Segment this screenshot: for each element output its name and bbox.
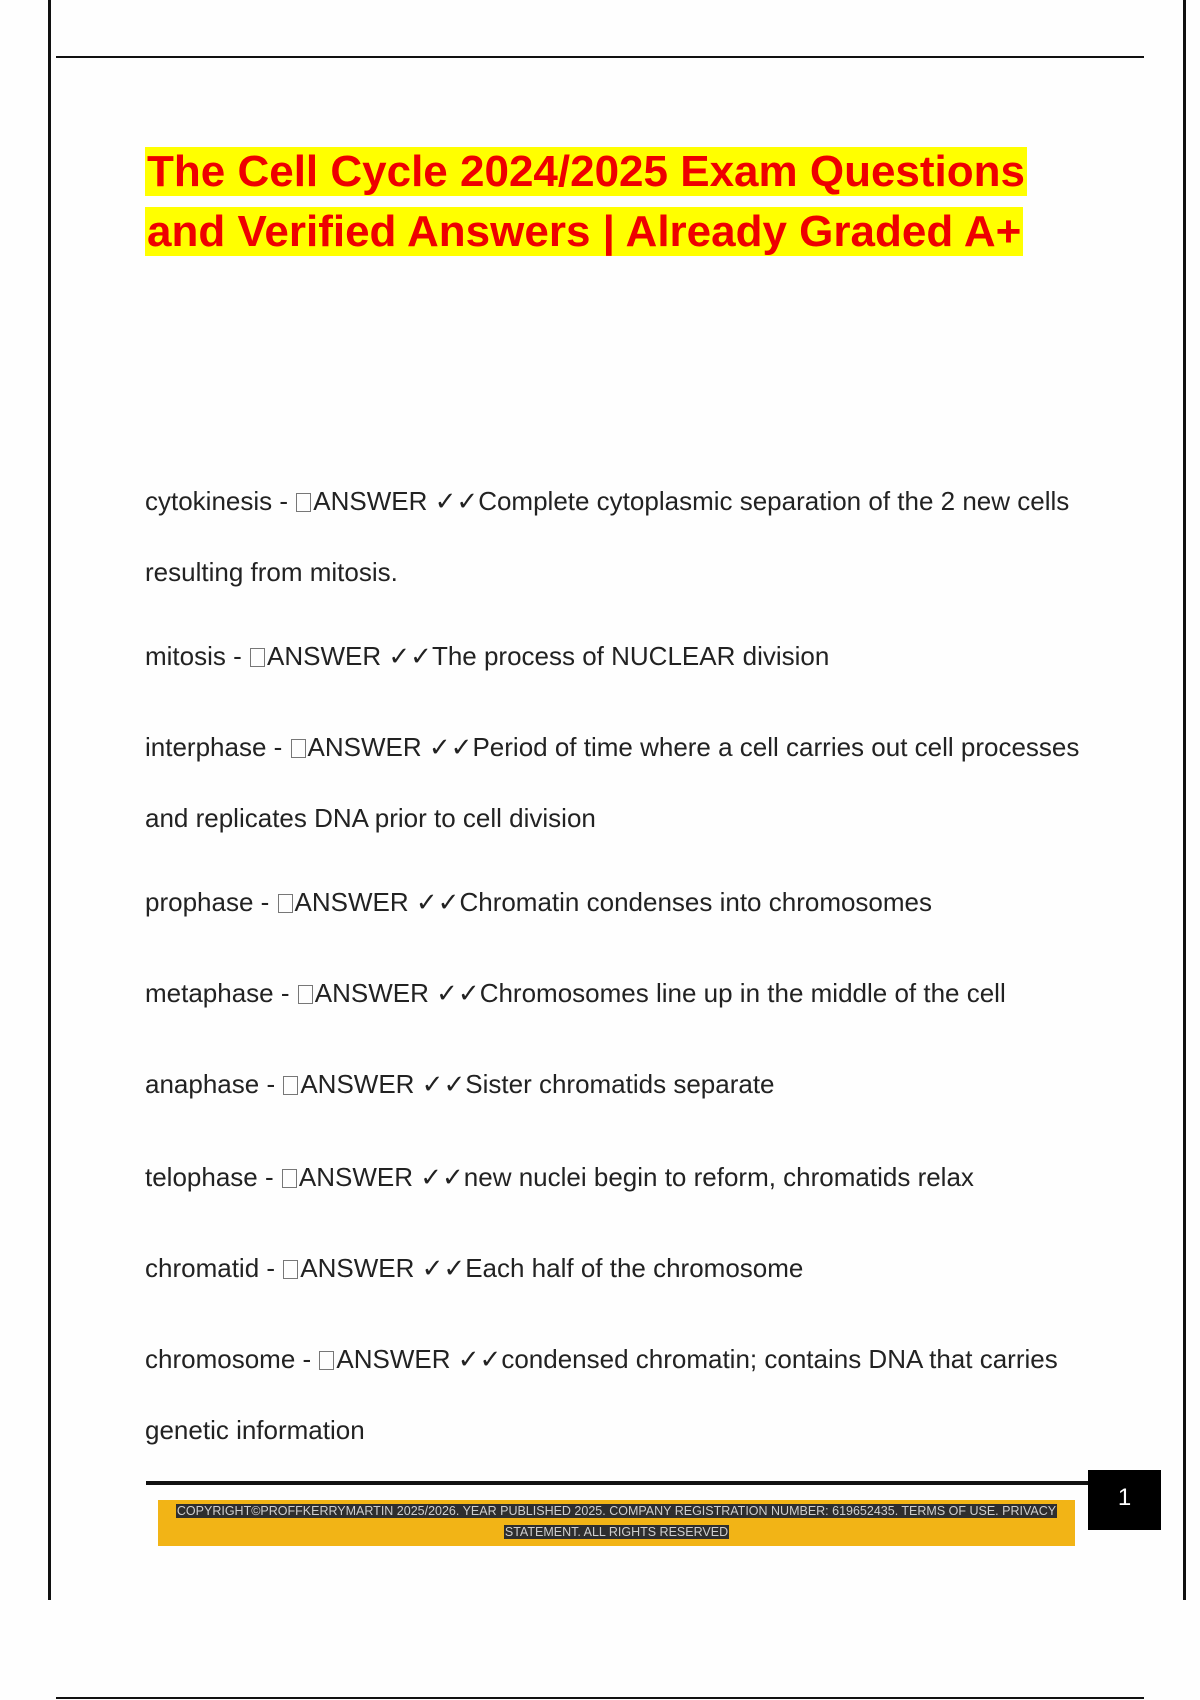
qa-answer-label: ANSWER ✓✓	[300, 1253, 466, 1283]
qa-answer: Period of time where a cell carries out cell processes and replicates DNA prior to cell division	[145, 732, 1080, 833]
qa-separator: -	[259, 1253, 283, 1283]
footer-rule	[146, 1481, 1088, 1485]
qa-answer: The process of NUCLEAR division	[431, 641, 830, 671]
qa-term: cytokinesis	[145, 486, 273, 516]
missing-glyph-icon	[250, 648, 265, 667]
missing-glyph-icon	[283, 1076, 298, 1095]
qa-separator: -	[259, 1069, 283, 1099]
qa-answer-label: ANSWER ✓✓	[336, 1344, 502, 1374]
qa-answer: condensed chromatin; contains DNA that carries genetic information	[145, 1344, 1058, 1445]
qa-separator: -	[257, 1162, 281, 1192]
missing-glyph-icon	[278, 894, 293, 913]
qa-answer-label: ANSWER ✓✓	[307, 732, 473, 762]
qa-answer-label: ANSWER ✓✓	[298, 1162, 464, 1192]
qa-separator: -	[253, 887, 277, 917]
page-border-right	[1183, 0, 1186, 1600]
header-rule	[56, 56, 1144, 58]
qa-answer: Each half of the chromosome	[465, 1253, 804, 1283]
document-title-text: The Cell Cycle 2024/2025 Exam Questions and Verified Answers | Already Graded A+	[147, 147, 1026, 256]
page-border-left	[48, 0, 51, 1600]
qa-item	[145, 621, 1105, 692]
qa-item	[145, 1233, 1105, 1304]
qa-item	[145, 466, 1105, 608]
missing-glyph-icon	[319, 1351, 334, 1370]
qa-item	[145, 867, 1105, 938]
qa-answer: Chromatin condenses into chromosomes	[459, 887, 933, 917]
qa-item	[145, 1142, 1105, 1213]
missing-glyph-icon	[296, 493, 311, 512]
qa-item	[145, 958, 1105, 1029]
qa-term: telophase	[145, 1162, 258, 1192]
qa-answer: Complete cytoplasmic separation of the 2 new cells resulting from mitosis.	[145, 486, 1070, 587]
qa-answer-label: ANSWER ✓✓	[300, 1069, 466, 1099]
qa-term: anaphase	[145, 1069, 260, 1099]
qa-item	[145, 712, 1105, 854]
document-title	[145, 142, 1045, 262]
qa-answer-label: ANSWER ✓✓	[314, 978, 480, 1008]
qa-item	[145, 1324, 1105, 1466]
qa-answer: Chromosomes line up in the middle of the cell	[479, 978, 1006, 1008]
page-number: 1	[1088, 1470, 1161, 1530]
qa-separator: -	[272, 486, 296, 516]
next-page-rule	[56, 1697, 1144, 1699]
qa-separator: -	[225, 641, 250, 671]
qa-term: metaphase	[145, 978, 274, 1008]
copyright-text: COPYRIGHT©PROFFKERRYMARTIN 2025/2026. YEAR PUBLISHED 2025. COMPANY REGISTRATION NUMBER: 619652435. TERMS OF USE. PRIVACY STATEMENT. ALL RIGHTS RESERVED	[176, 1504, 1057, 1539]
qa-separator: -	[295, 1344, 319, 1374]
qa-term: interphase	[145, 732, 267, 762]
qa-separator: -	[266, 732, 290, 762]
qa-answer-label: ANSWER ✓✓	[267, 641, 432, 671]
missing-glyph-icon	[291, 739, 306, 758]
qa-term: chromatid	[145, 1253, 260, 1283]
qa-item	[145, 1049, 1105, 1120]
qa-answer: Sister chromatids separate	[465, 1069, 775, 1099]
qa-answer-label: ANSWER ✓✓	[313, 486, 479, 516]
qa-term: prophase	[145, 887, 254, 917]
qa-answer-label: ANSWER ✓✓	[294, 887, 460, 917]
qa-term: chromosome	[145, 1344, 296, 1374]
missing-glyph-icon	[298, 985, 313, 1004]
missing-glyph-icon	[283, 1260, 298, 1279]
qa-term: mitosis	[145, 641, 226, 671]
qa-separator: -	[273, 978, 297, 1008]
qa-answer: new nuclei begin to reform, chromatids relax	[463, 1162, 974, 1192]
missing-glyph-icon	[282, 1169, 297, 1188]
copyright-notice	[158, 1500, 1075, 1546]
